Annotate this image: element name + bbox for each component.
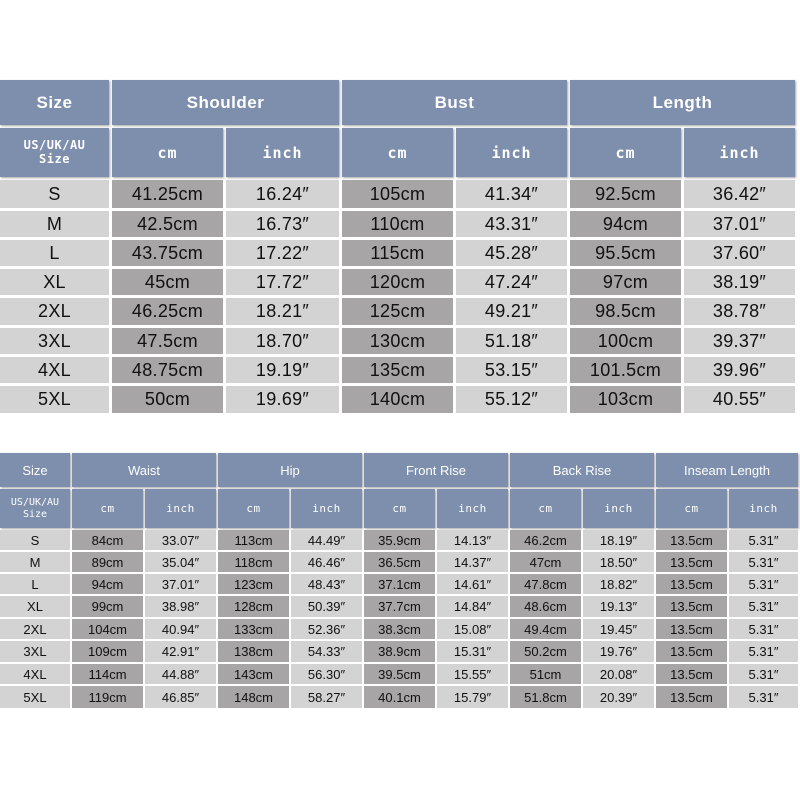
- size-cell: 2XL: [0, 298, 109, 325]
- table-cell: 36.5cm: [364, 552, 435, 572]
- measurement-header: Bust: [342, 80, 567, 125]
- table-cell: 45.28″: [456, 240, 567, 266]
- table-cell: 58.27″: [291, 686, 362, 708]
- table-cell: 42.5cm: [112, 211, 223, 237]
- table-cell: 50cm: [112, 386, 223, 413]
- table-cell: 48.6cm: [510, 596, 581, 617]
- table-cell: 113cm: [218, 530, 289, 550]
- table-cell: 94cm: [570, 211, 681, 237]
- table-cell: 38.78″: [684, 298, 795, 325]
- unit-header: cm: [72, 489, 143, 528]
- size-cell: 5XL: [0, 686, 70, 708]
- size-cell: S: [0, 180, 109, 208]
- size-cell: 4XL: [0, 664, 70, 684]
- size-region-header: [0, 128, 109, 177]
- size-cell: S: [0, 530, 70, 550]
- table-cell: 5.31″: [729, 641, 798, 662]
- table-cell: 98.5cm: [570, 298, 681, 325]
- table-cell: 15.31″: [437, 641, 508, 662]
- table-cell: 120cm: [342, 269, 453, 295]
- table-cell: 5.31″: [729, 552, 798, 572]
- measurement-header: Shoulder: [112, 80, 339, 125]
- table-cell: 47.24″: [456, 269, 567, 295]
- table-cell: 103cm: [570, 386, 681, 413]
- table-cell: 38.19″: [684, 269, 795, 295]
- measurement-header: Inseam Length: [656, 453, 798, 487]
- table-cell: 5.31″: [729, 596, 798, 617]
- table-cell: 19.13″: [583, 596, 654, 617]
- table-cell: 140cm: [342, 386, 453, 413]
- table-cell: 94cm: [72, 574, 143, 594]
- unit-header: inch: [583, 489, 654, 528]
- size-cell: 5XL: [0, 386, 109, 413]
- table-cell: 89cm: [72, 552, 143, 572]
- table-cell: 13.5cm: [656, 530, 727, 550]
- table-cell: 14.84″: [437, 596, 508, 617]
- table-cell: 41.34″: [456, 180, 567, 208]
- table-cell: 125cm: [342, 298, 453, 325]
- table-cell: 5.31″: [729, 530, 798, 550]
- table-cell: 54.33″: [291, 641, 362, 662]
- table-cell: 19.76″: [583, 641, 654, 662]
- table-cell: 19.69″: [226, 386, 339, 413]
- table-cell: 119cm: [72, 686, 143, 708]
- table-cell: 16.73″: [226, 211, 339, 237]
- table-cell: 13.5cm: [656, 552, 727, 572]
- table-cell: 48.75cm: [112, 357, 223, 383]
- size-region-label: Size: [39, 151, 70, 166]
- size-chart-top: [0, 80, 800, 418]
- size-header: Size: [0, 80, 109, 125]
- table-cell: 114cm: [72, 664, 143, 684]
- table-cell: 45cm: [112, 269, 223, 295]
- size-cell: L: [0, 240, 109, 266]
- table-cell: 17.72″: [226, 269, 339, 295]
- table-cell: 35.04″: [145, 552, 216, 572]
- size-chart-bottom: [0, 453, 800, 713]
- table-cell: 50.39″: [291, 596, 362, 617]
- table-cell: 105cm: [342, 180, 453, 208]
- table-cell: 47.8cm: [510, 574, 581, 594]
- table-cell: 52.36″: [291, 619, 362, 639]
- table-cell: 44.49″: [291, 530, 362, 550]
- table-cell: 123cm: [218, 574, 289, 594]
- measurement-header: Front Rise: [364, 453, 508, 487]
- table-cell: 46.2cm: [510, 530, 581, 550]
- table-cell: 15.79″: [437, 686, 508, 708]
- table-cell: 110cm: [342, 211, 453, 237]
- table-cell: 13.5cm: [656, 686, 727, 708]
- measurement-header: Waist: [72, 453, 216, 487]
- table-cell: 35.9cm: [364, 530, 435, 550]
- table-cell: 5.31″: [729, 664, 798, 684]
- table-cell: 13.5cm: [656, 641, 727, 662]
- table-cell: 135cm: [342, 357, 453, 383]
- size-cell: XL: [0, 269, 109, 295]
- size-cell: L: [0, 574, 70, 594]
- size-header: Size: [0, 453, 70, 487]
- table-cell: 53.15″: [456, 357, 567, 383]
- table-cell: 39.96″: [684, 357, 795, 383]
- unit-header: inch: [291, 489, 362, 528]
- table-cell: 16.24″: [226, 180, 339, 208]
- table-cell: 40.94″: [145, 619, 216, 639]
- table-cell: 118cm: [218, 552, 289, 572]
- table-cell: 49.21″: [456, 298, 567, 325]
- table-cell: 148cm: [218, 686, 289, 708]
- table-cell: 14.13″: [437, 530, 508, 550]
- unit-header: inch: [226, 128, 339, 177]
- table-cell: 37.01″: [145, 574, 216, 594]
- table-cell: 38.9cm: [364, 641, 435, 662]
- table-cell: 84cm: [72, 530, 143, 550]
- size-region-label: US/UK/AU: [23, 137, 86, 152]
- table-cell: 37.1cm: [364, 574, 435, 594]
- size-cell: 2XL: [0, 619, 70, 639]
- table-cell: 14.37″: [437, 552, 508, 572]
- table-cell: 18.21″: [226, 298, 339, 325]
- table-cell: 40.1cm: [364, 686, 435, 708]
- unit-header: cm: [218, 489, 289, 528]
- table-cell: 15.55″: [437, 664, 508, 684]
- size-cell: XL: [0, 596, 70, 617]
- table-cell: 5.31″: [729, 574, 798, 594]
- table-cell: 20.39″: [583, 686, 654, 708]
- table-cell: 46.46″: [291, 552, 362, 572]
- table-cell: 38.98″: [145, 596, 216, 617]
- table-cell: 128cm: [218, 596, 289, 617]
- unit-header: inch: [684, 128, 795, 177]
- size-cell: 3XL: [0, 641, 70, 662]
- table-cell: 115cm: [342, 240, 453, 266]
- table-cell: 104cm: [72, 619, 143, 639]
- table-cell: 15.08″: [437, 619, 508, 639]
- table-cell: 18.50″: [583, 552, 654, 572]
- table-cell: 95.5cm: [570, 240, 681, 266]
- table-cell: 138cm: [218, 641, 289, 662]
- size-region-label: Size: [22, 508, 48, 520]
- table-cell: 13.5cm: [656, 664, 727, 684]
- table-cell: 51.8cm: [510, 686, 581, 708]
- table-cell: 37.7cm: [364, 596, 435, 617]
- unit-header: cm: [112, 128, 223, 177]
- table-cell: 18.82″: [583, 574, 654, 594]
- measurement-header: Hip: [218, 453, 362, 487]
- table-cell: 19.45″: [583, 619, 654, 639]
- table-cell: 5.31″: [729, 619, 798, 639]
- table-cell: 99cm: [72, 596, 143, 617]
- table-cell: 39.5cm: [364, 664, 435, 684]
- table-cell: 37.60″: [684, 240, 795, 266]
- table-cell: 13.5cm: [656, 596, 727, 617]
- unit-header: cm: [570, 128, 681, 177]
- measurement-header: Back Rise: [510, 453, 654, 487]
- table-cell: 47.5cm: [112, 328, 223, 354]
- table-cell: 19.19″: [226, 357, 339, 383]
- table-cell: 133cm: [218, 619, 289, 639]
- measurement-header: Length: [570, 80, 795, 125]
- unit-header: cm: [656, 489, 727, 528]
- table-cell: 92.5cm: [570, 180, 681, 208]
- unit-header: inch: [437, 489, 508, 528]
- table-cell: 51cm: [510, 664, 581, 684]
- table-cell: 18.70″: [226, 328, 339, 354]
- unit-header: cm: [364, 489, 435, 528]
- size-cell: M: [0, 552, 70, 572]
- table-cell: 55.12″: [456, 386, 567, 413]
- table-cell: 40.55″: [684, 386, 795, 413]
- size-region-header: [0, 489, 70, 528]
- unit-header: inch: [456, 128, 567, 177]
- unit-header: cm: [342, 128, 453, 177]
- table-cell: 101.5cm: [570, 357, 681, 383]
- table-cell: 18.19″: [583, 530, 654, 550]
- size-cell: M: [0, 211, 109, 237]
- table-cell: 14.61″: [437, 574, 508, 594]
- table-cell: 17.22″: [226, 240, 339, 266]
- table-cell: 13.5cm: [656, 619, 727, 639]
- table-cell: 37.01″: [684, 211, 795, 237]
- table-cell: 100cm: [570, 328, 681, 354]
- unit-header: inch: [145, 489, 216, 528]
- table-cell: 56.30″: [291, 664, 362, 684]
- size-cell: 3XL: [0, 328, 109, 354]
- size-cell: 4XL: [0, 357, 109, 383]
- table-cell: 5.31″: [729, 686, 798, 708]
- table-cell: 48.43″: [291, 574, 362, 594]
- size-region-label: US/UK/AU: [10, 497, 60, 508]
- table-cell: 33.07″: [145, 530, 216, 550]
- table-cell: 109cm: [72, 641, 143, 662]
- table-cell: 50.2cm: [510, 641, 581, 662]
- table-cell: 46.25cm: [112, 298, 223, 325]
- table-cell: 43.31″: [456, 211, 567, 237]
- table-cell: 143cm: [218, 664, 289, 684]
- table-cell: 46.85″: [145, 686, 216, 708]
- table-cell: 97cm: [570, 269, 681, 295]
- table-cell: 20.08″: [583, 664, 654, 684]
- table-cell: 41.25cm: [112, 180, 223, 208]
- table-cell: 38.3cm: [364, 619, 435, 639]
- table-cell: 42.91″: [145, 641, 216, 662]
- table-cell: 51.18″: [456, 328, 567, 354]
- table-cell: 49.4cm: [510, 619, 581, 639]
- table-cell: 39.37″: [684, 328, 795, 354]
- table-cell: 44.88″: [145, 664, 216, 684]
- table-cell: 13.5cm: [656, 574, 727, 594]
- table-cell: 47cm: [510, 552, 581, 572]
- table-cell: 36.42″: [684, 180, 795, 208]
- unit-header: cm: [510, 489, 581, 528]
- table-cell: 130cm: [342, 328, 453, 354]
- unit-header: inch: [729, 489, 798, 528]
- table-cell: 43.75cm: [112, 240, 223, 266]
